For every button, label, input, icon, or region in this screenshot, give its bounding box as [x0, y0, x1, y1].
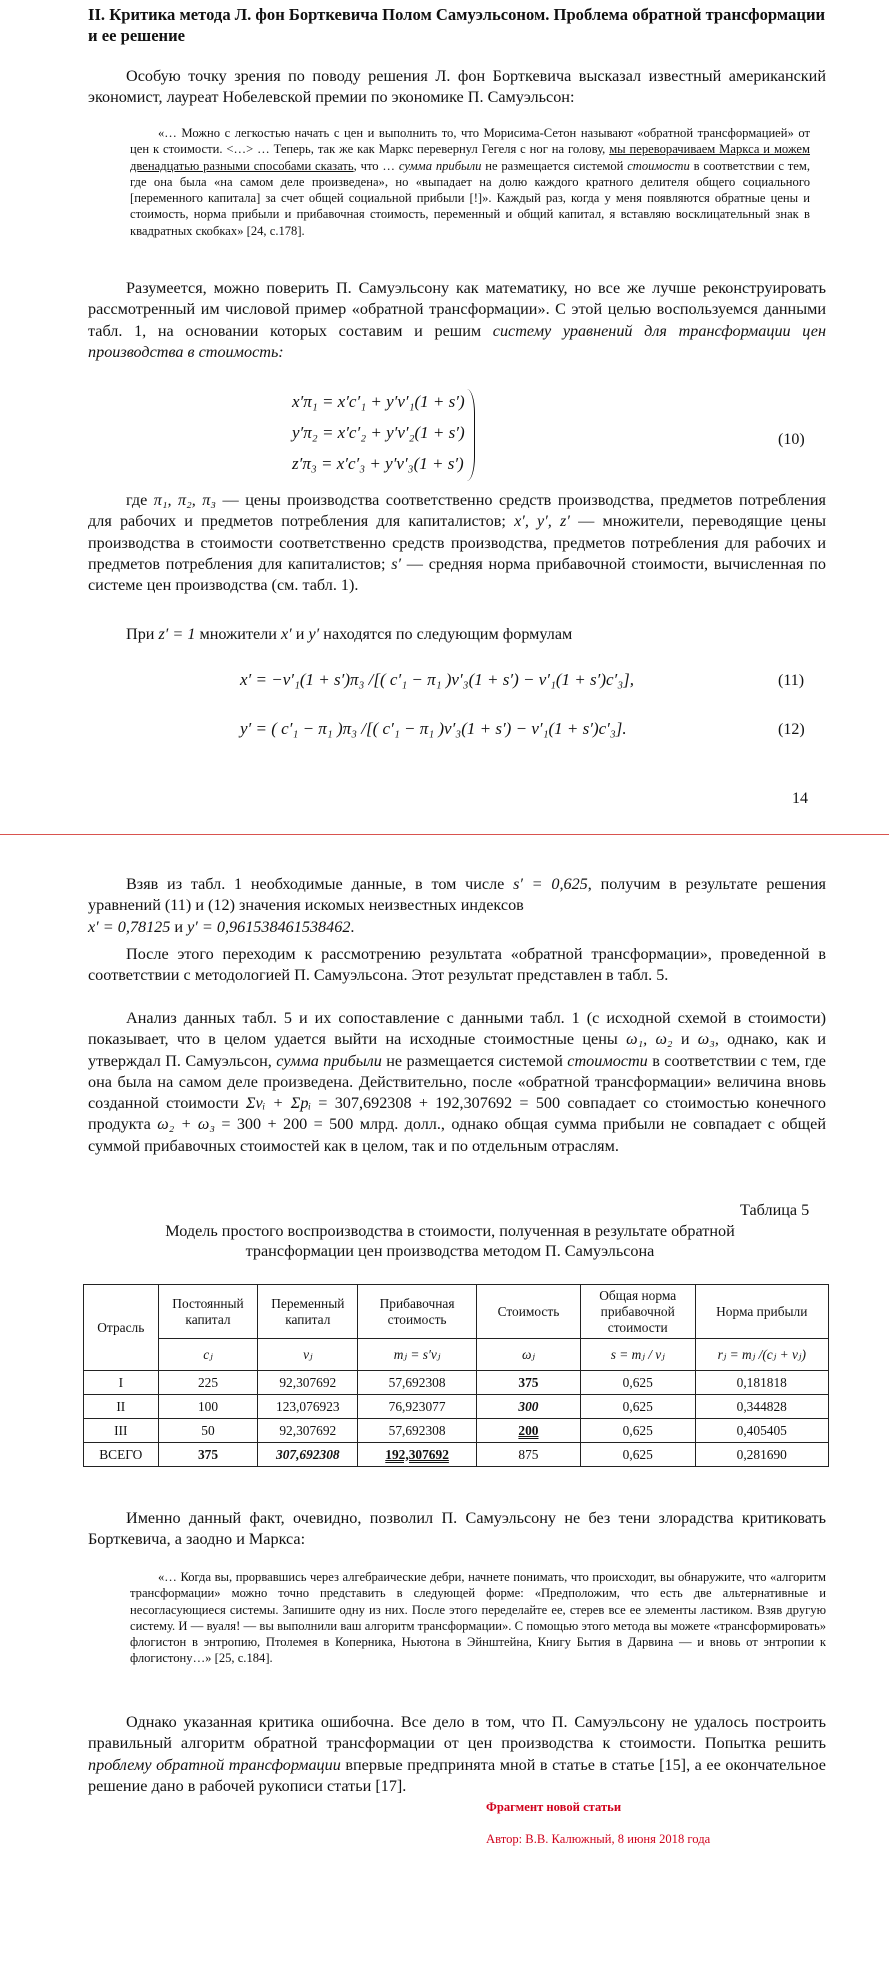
paragraph-solution: Взяв из табл. 1 необходимые данные, в том числе s′ = 0,625, получим в результате решения уравнений (11) и (12) значения искомых неизвестных индексов x′ = 0,78125 и y′ = 0,961538461538462.: [88, 875, 826, 936]
brace: [466, 389, 475, 481]
table-symbol-cell: rⱼ = mⱼ /(cⱼ + vⱼ): [695, 1339, 829, 1371]
page-number: 14: [792, 790, 808, 807]
table-header-cell: Общая норма прибавочной стоимости: [580, 1285, 695, 1339]
table-symbol-cell: vⱼ: [258, 1339, 358, 1371]
quote-samuelson-2: «… Когда вы, прорвавшись через алгебраические дебри, начнете понимать, что происходит, вы обнаружите, что «алгоритм трансформации» можно точно представить в следующей форме: «Предположим, что есть две альтернативные и несогласующиеся системы. Запишите одну из них. После этого переделайте ее, стерев все ее элементы ластиком. Взяв другую систему. И — вуаля! — вы выполнили ваш алгоритм трансформации». С помощью этого метода вы можете «трансформировать» флогистон в энтропию, Птолемея в Коперника, Ньютона в Эйнштейна, Книгу Бытия в Дарвина — и вновь от энтропии к флогистону…» [25, с.184].: [130, 1570, 826, 1666]
table-header-cell: Стоимость: [476, 1285, 580, 1339]
table-header-cell: Отрасль: [84, 1285, 159, 1371]
table-row: III 50 92,307692 57,692308 200 0,625 0,405405: [84, 1419, 829, 1443]
table-label: Таблица 5: [740, 1201, 810, 1219]
table-header-cell: Постоянный капитал: [158, 1285, 258, 1339]
paragraph-conclusion: Однако указанная критика ошибочна. Все дело в том, что П. Самуэльсону не удалось построить правильный алгоритм обратной трансформации от цен производства к стоимости. Попытка решить проблему обратной трансформации впервые предпринята мной в статье в статье [15], а ее окончательное решение дано в рабочей рукописи статьи [17].: [88, 1713, 826, 1795]
section-heading: II. Критика метода Л. фон Борткевича Полом Самуэльсоном. Проблема обратной трансформации и ее решение: [88, 5, 826, 45]
paragraph-critique-intro: Именно данный факт, очевидно, позволил П. Самуэльсону не без тени злорадства критиковать Борткевича, а заодно и Маркса:: [88, 1509, 826, 1549]
page-divider: [0, 834, 889, 835]
table-header-cell: Переменный капитал: [258, 1285, 358, 1339]
equation-12-number: (12): [778, 721, 805, 738]
equation-12: y′ = ( c′₁ − π₁ )π₃ /[( c′₁ − π₁ )v′₃(1 + s′) − v′₁(1 + s′)c′₃].: [240, 719, 627, 738]
paragraph-reconstruct: Разумеется, можно поверить П. Самуэльсону как математику, но все же лучше реконструировать рассмотренный им числовой пример «обратной трансформации». С этой целью воспользуемся данными табл. 1, на основании которых составим и решим систему уравнений для трансформации цен производства в стоимость:: [88, 279, 826, 361]
quote-samuelson-1: «… Можно с легкостью начать с цен и выполнить то, что Морисима-Сетон называют «обратной трансформацией» от цен к стоимости. <…> … Теперь, так же как Маркс перевернул Гегеля с ног на голову, мы переворачиваем Маркса и можем двенадцатью разными способами сказать, что … сумма прибыли не размещается системой стоимости в соответствии с тем, где она была «на самом деле произведена», но «выпадает на долю каждого кратного делителя общего социального [переменного капитала] за счет общей социальной прибыли [!]». Каждый раз, когда у меня появляются обратные цены и стоимость, норма прибыли и прибавочная стоимость, переменный и общий капитал, я вставляю восклицательный знак в квадратных скобках» [24, с.178].: [130, 126, 810, 238]
table-symbol-cell: ωⱼ: [476, 1339, 580, 1371]
paragraph-where: где π₁, π₂, π₃ — цены производства соответственно средств производства, предметов потребления для рабочих и предметов потребления для капиталистов; x′, y′, z′ — множители, переводящие цены производства в стоимости соответственно средств производства, предметов потребления для рабочих и предметов потребления для капиталистов; s′ — средняя норма прибавочной стоимости, вычисленная по системе цен производства (см. табл. 1).: [88, 491, 826, 595]
fragment-label: Фрагмент новой статьи: [486, 1800, 622, 1814]
equation-11-number: (11): [778, 672, 805, 689]
table-header-cell: Норма прибыли: [695, 1285, 829, 1339]
author-line: Автор: В.В. Калюжный, 8 июня 2018 года: [486, 1832, 711, 1846]
table-row: II 100 123,076923 76,923077 300 0,625 0,344828: [84, 1395, 829, 1419]
paragraph-multipliers: При z′ = 1 множители x′ и y′ находятся по следующим формулам: [126, 625, 573, 643]
paragraph-result: После этого переходим к рассмотрению результата «обратной трансформации», проведенной в соответствии с методологией П. Самуэльсона. Этот результат представлен в табл. 5.: [88, 945, 826, 985]
table-symbol-cell: mⱼ = s′vⱼ: [358, 1339, 477, 1371]
table-row: ВСЕГО 375 307,692308 192,307692 875 0,625 0,281690: [84, 1443, 829, 1467]
equation-11: x′ = −v′₁(1 + s′)π₃ /[( c′₁ − π₁ )v′₃(1 + s′) − v′₁(1 + s′)c′₃],: [240, 670, 635, 689]
table-header-cell: Прибавочная стоимость: [358, 1285, 477, 1339]
paragraph-analysis: Анализ данных табл. 5 и их сопоставление с данными табл. 1 (с исходной схемой в стоимости) показывает, что в целом удается выйти на исходные стоимостные цены ω₁, ω₂ и ω₃, однако, как и утверждал П. Самуэльсон, сумма прибыли не размещается системой стоимости в соответствии с тем, где она была на самом деле произведена. Действительно, после «обратной трансформации» величина вновь созданной стоимости Σvᵢ + Σpᵢ = 307,692308 + 192,307692 = 500 совпадает со стоимостью конечного продукта ω₂ + ω₃ = 300 + 200 = 500 млрд. долл., однако общая сумма прибыли не совпадает с общей суммой прибавочных стоимостей как в целом, так и по отдельным отраслям.: [88, 1009, 827, 1155]
table-symbol-cell: cⱼ: [158, 1339, 258, 1371]
data-table-5: [83, 1284, 829, 1467]
paragraph-intro: Особую точку зрения по поводу решения Л. фон Борткевича высказал известный американский экономист, лауреат Нобелевской премии по экономике П. Самуэльсон:: [88, 67, 826, 107]
table-caption: Модель простого воспроизводства в стоимости, полученная в результате обратной трансформации цен производства методом П. Самуэльсона: [165, 1222, 735, 1260]
table-symbol-cell: s = mⱼ / vⱼ: [580, 1339, 695, 1371]
table-row: I 225 92,307692 57,692308 375 0,625 0,181818: [84, 1371, 829, 1395]
